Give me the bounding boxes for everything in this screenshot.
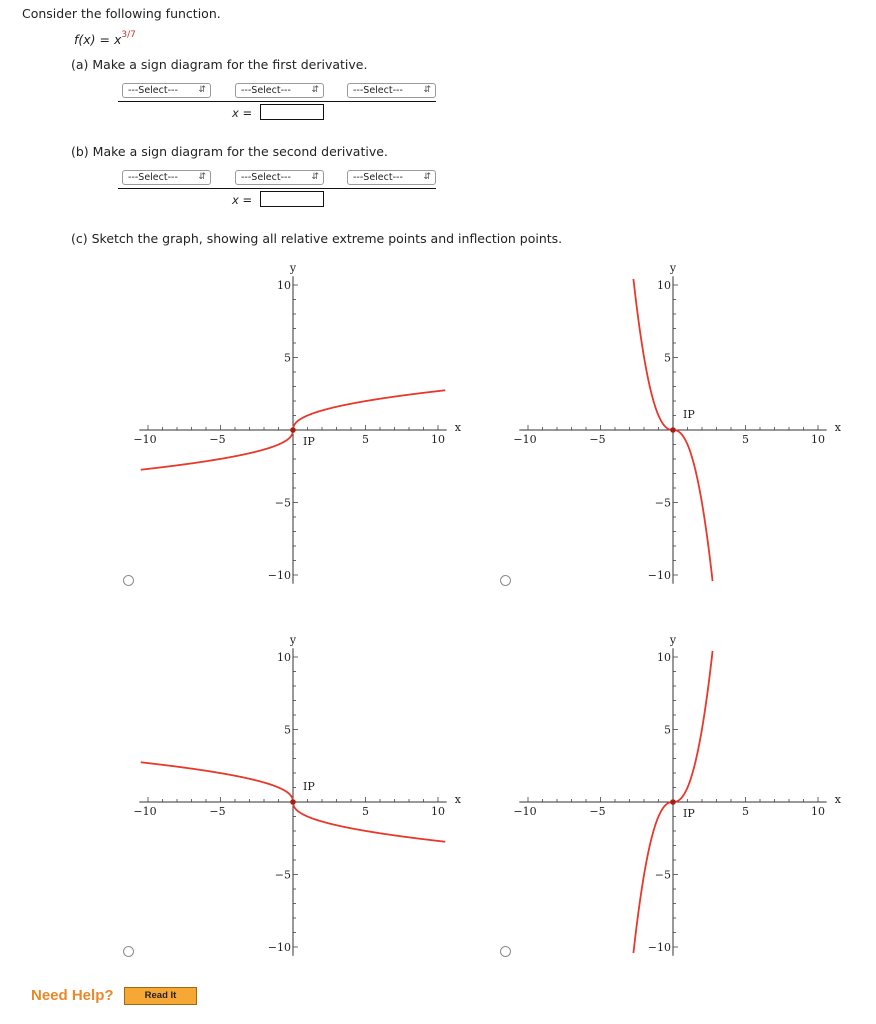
x-axis-label: x [834,421,841,434]
y-tick-label: −5 [274,868,291,882]
x-tick-label: −5 [589,433,606,446]
x-tick-label: −5 [209,433,226,446]
inflection-point-label: IP [683,807,695,820]
y-tick-label: −5 [654,868,671,882]
part-b-select-3[interactable] [347,170,436,185]
function-equals: = [99,32,111,47]
y-tick-label: 10 [277,651,291,664]
part-a-x-label: x = [232,106,253,120]
function-lhs: f(x) [74,32,96,47]
y-tick-label: −5 [274,496,291,510]
graph-svg [128,256,468,596]
graph-svg [508,256,848,596]
part-a-select-2[interactable] [235,83,324,98]
graph-svg [128,628,468,968]
part-a-sign-line [118,101,436,102]
inflection-point-dot [670,799,676,805]
y-axis-label: y [289,633,297,647]
chevron-up-down-icon: ⇵ [198,172,206,182]
part-b-sign-line [118,188,436,189]
x-tick-label: −10 [133,433,157,446]
function-definition [74,32,136,47]
radio-option-2[interactable] [500,575,511,586]
part-a-select-3-value: ---Select--- [353,85,403,96]
x-tick-label: 10 [431,433,445,446]
y-axis-label: y [669,633,677,647]
y-tick-label: 5 [664,351,671,365]
x-tick-label: 10 [431,805,445,818]
part-b-x-label: x = [232,193,253,207]
part-a-select-1[interactable] [122,83,211,98]
part-b-select-1[interactable] [122,170,211,185]
need-help-label: Need Help? [31,987,114,1004]
y-tick-label: 5 [284,723,291,737]
chevron-up-down-icon: ⇵ [198,85,206,95]
part-b-select-2-value: ---Select--- [241,172,291,183]
x-tick-label: −10 [513,805,537,818]
y-tick-label: 10 [657,279,671,292]
x-axis-label: x [454,421,461,434]
part-b-x-input[interactable] [260,191,324,207]
x-tick-label: −10 [133,805,157,818]
part-a-label: (a) Make a sign diagram for the first derivative. [71,57,368,72]
x-tick-label: 10 [811,433,825,446]
read-it-button[interactable]: Read It [124,987,197,1005]
radio-option-3[interactable] [123,946,134,957]
y-tick-label: −10 [267,569,291,582]
y-tick-label: 10 [657,651,671,664]
chevron-up-down-icon: ⇵ [423,172,431,182]
x-axis-label: x [834,793,841,806]
graph-option-3 [128,628,468,968]
x-axis-label: x [454,793,461,806]
part-a-select-2-value: ---Select--- [241,85,291,96]
y-tick-label: −5 [654,496,671,510]
inflection-point-dot [290,799,296,805]
part-b-select-2[interactable] [235,170,324,185]
inflection-point-dot [290,427,296,433]
graph-option-2 [508,256,848,596]
inflection-point-label: IP [303,435,315,448]
y-tick-label: −10 [647,569,671,582]
y-axis-label: y [669,261,677,275]
part-b-label: (b) Make a sign diagram for the second derivative. [71,144,388,159]
radio-option-1[interactable] [123,575,134,586]
problem-prompt: Consider the following function. [22,6,221,21]
y-axis-label: y [289,261,297,275]
y-tick-label: 5 [284,351,291,365]
part-b-select-1-value: ---Select--- [128,172,178,183]
x-tick-label: 5 [742,433,749,446]
y-tick-label: −10 [647,941,671,954]
inflection-point-dot [670,427,676,433]
chevron-up-down-icon: ⇵ [311,172,319,182]
part-c-label: (c) Sketch the graph, showing all relative extreme points and inflection points. [71,231,563,246]
inflection-point-label: IP [303,780,315,793]
y-tick-label: 10 [277,279,291,292]
x-tick-label: 5 [362,805,369,818]
x-tick-label: 5 [362,433,369,446]
x-tick-label: 5 [742,805,749,818]
y-tick-label: −10 [267,941,291,954]
chevron-up-down-icon: ⇵ [311,85,319,95]
inflection-point-label: IP [683,408,695,421]
part-b-select-3-value: ---Select--- [353,172,403,183]
x-tick-label: −5 [209,805,226,818]
radio-option-4[interactable] [500,946,511,957]
y-tick-label: 5 [664,723,671,737]
chevron-up-down-icon: ⇵ [423,85,431,95]
part-a-select-3[interactable] [347,83,436,98]
function-exponent: 3/7 [121,30,136,40]
graph-svg [508,628,848,968]
x-tick-label: −5 [589,805,606,818]
x-tick-label: −10 [513,433,537,446]
graph-option-1 [128,256,468,596]
graph-option-4 [508,628,848,968]
part-a-x-input[interactable] [260,104,324,120]
function-base: x [114,32,122,47]
x-tick-label: 10 [811,805,825,818]
part-a-select-1-value: ---Select--- [128,85,178,96]
